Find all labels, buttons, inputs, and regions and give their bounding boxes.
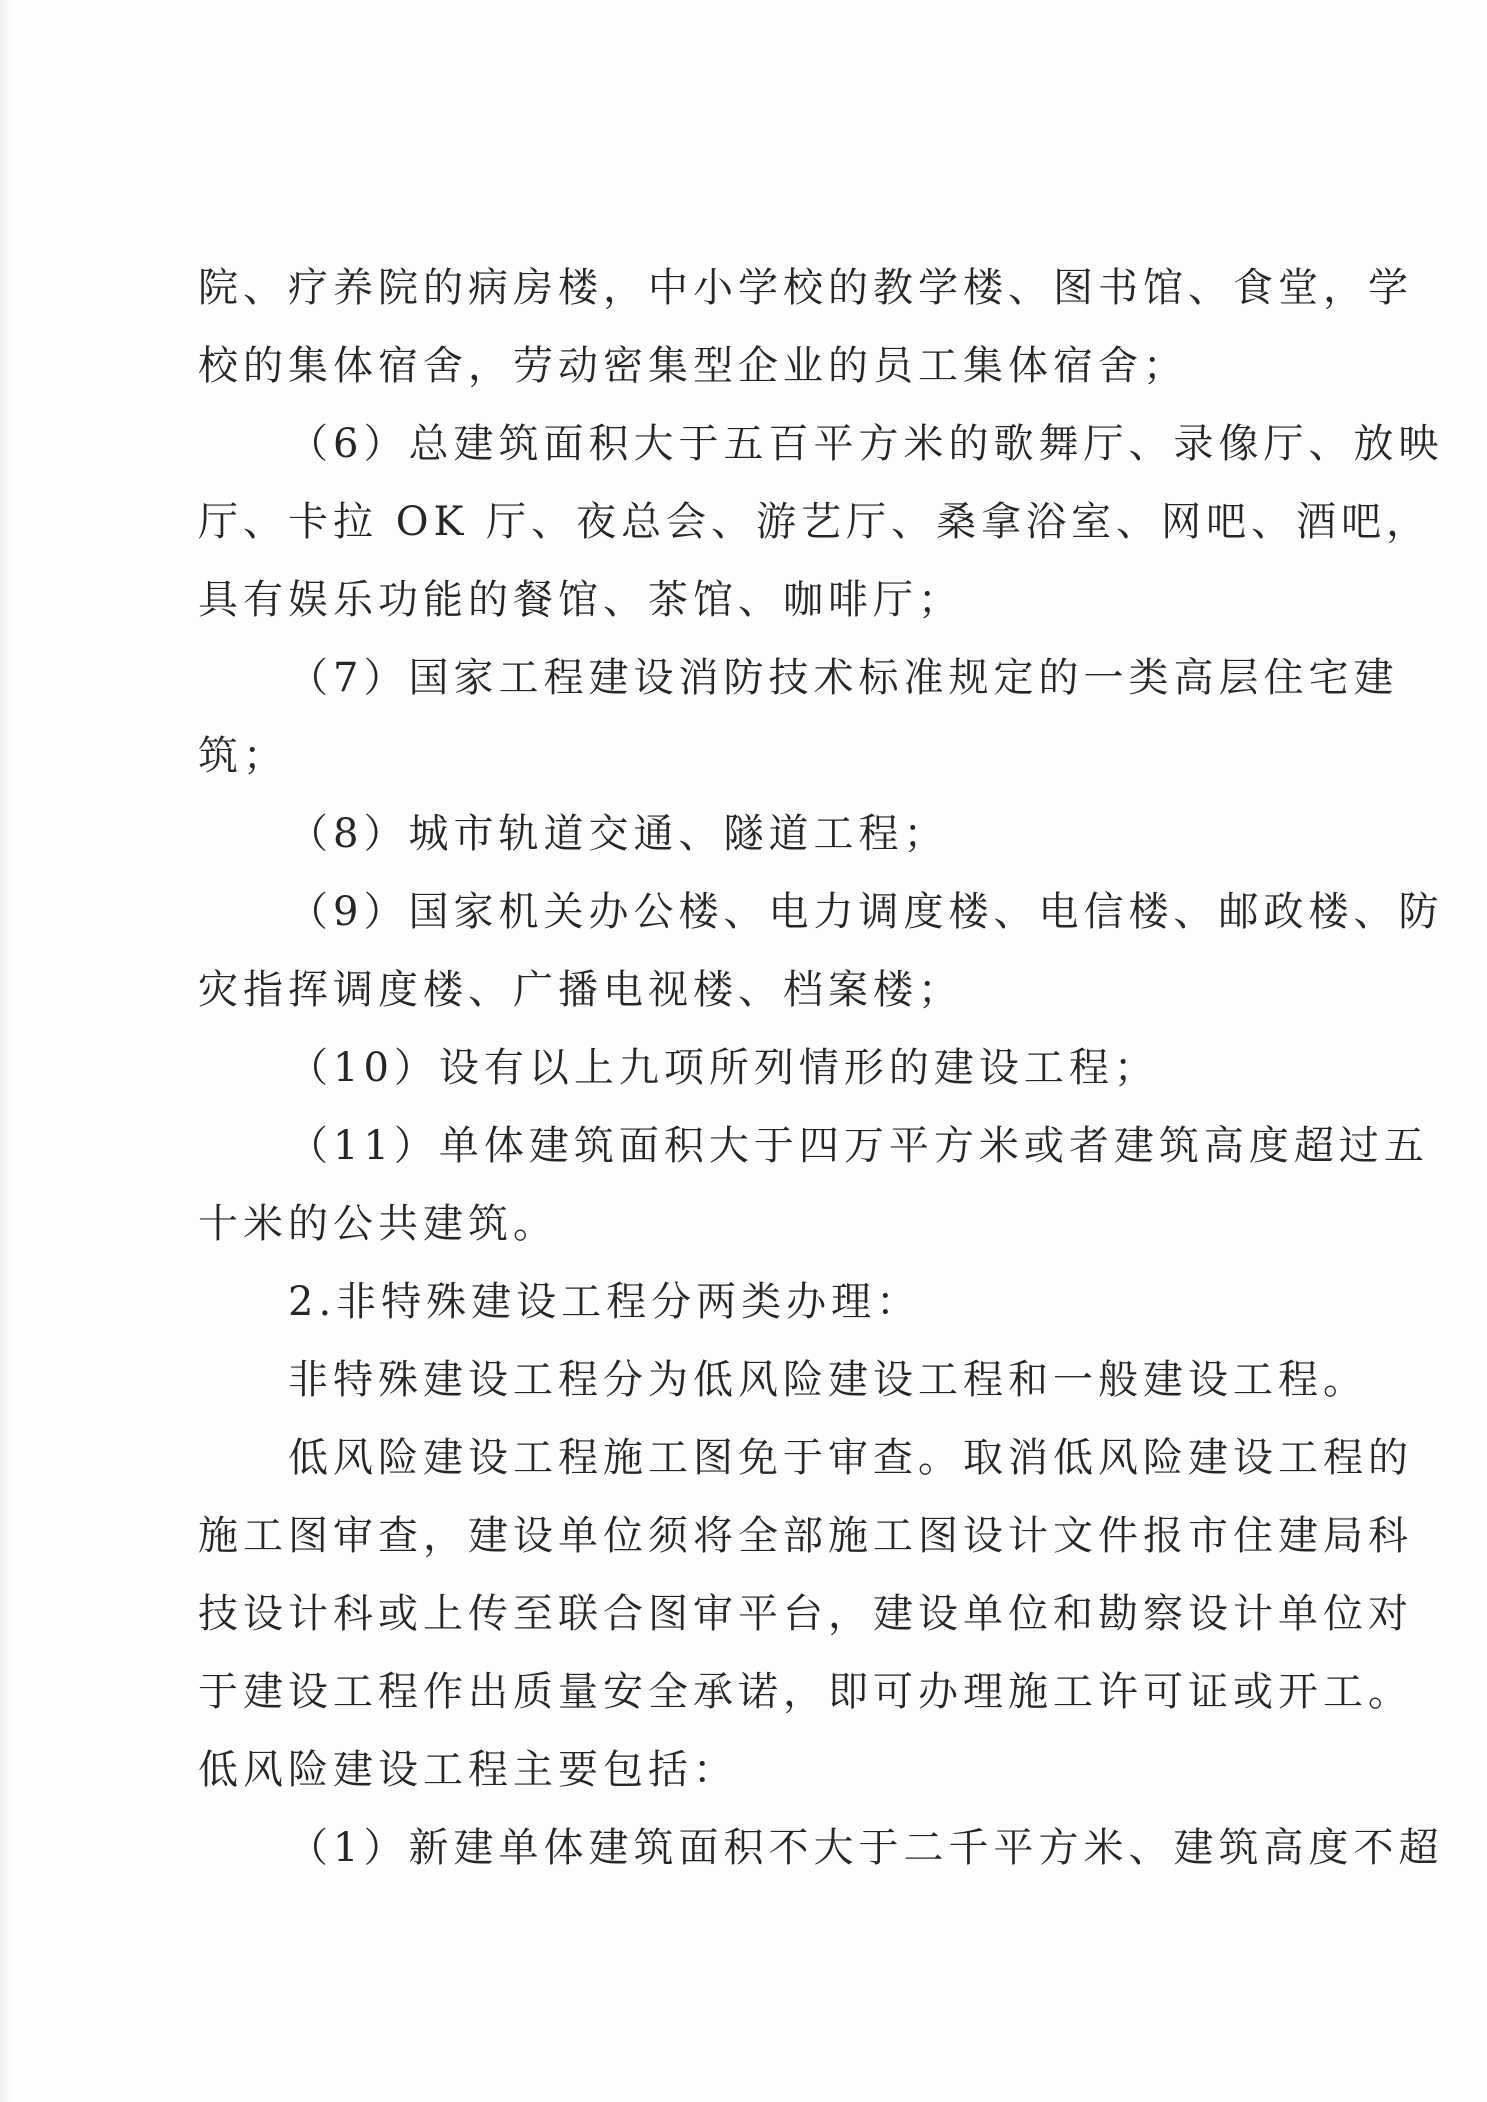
text-line: 技设计科或上传至联合图审平台，建设单位和勘察设计单位对 [198, 1591, 1413, 1637]
text-line: （10）设有以上九项所列情形的建设工程； [288, 1045, 1159, 1091]
text-line: （8）城市轨道交通、隧道工程； [288, 811, 949, 857]
text-line: 校的集体宿舍，劳动密集型企业的员工集体宿舍； [198, 343, 1188, 389]
text-line: （9）国家机关办公楼、电力调度楼、电信楼、邮政楼、防 [288, 889, 1444, 935]
text-line: 厅、卡拉 OK 厅、夜总会、游艺厅、桑拿浴室、网吧、酒吧， [198, 499, 1432, 545]
text-line: 2.非特殊建设工程分两类办理： [288, 1279, 922, 1325]
text-line: 低风险建设工程主要包括： [198, 1747, 738, 1793]
text-line: （7）国家工程建设消防技术标准规定的一类高层住宅建 [288, 655, 1399, 701]
text-line: 十米的公共建筑。 [198, 1201, 558, 1247]
scan-edge [0, 0, 12, 2102]
body-text [198, 262, 1444, 1900]
text-line: 院、疗养院的病房楼，中小学校的教学楼、图书馆、食堂，学 [198, 265, 1413, 311]
text-line: 具有娱乐功能的餐馆、茶馆、咖啡厅； [198, 577, 963, 623]
text-line: 于建设工程作出质量安全承诺，即可办理施工许可证或开工。 [198, 1669, 1413, 1715]
text-line: 非特殊建设工程分为低风险建设工程和一般建设工程。 [288, 1357, 1368, 1403]
text-line: （1）新建单体建筑面积不大于二千平方米、建筑高度不超 [288, 1825, 1444, 1871]
text-line: 低风险建设工程施工图免于审查。取消低风险建设工程的 [288, 1435, 1413, 1481]
text-line: （6）总建筑面积大于五百平方米的歌舞厅、录像厅、放映 [288, 421, 1444, 467]
text-line: （11）单体建筑面积大于四万平方米或者建筑高度超过五 [288, 1123, 1429, 1169]
text-line: 筑； [198, 733, 288, 779]
text-line: 施工图审查，建设单位须将全部施工图设计文件报市住建局科 [198, 1513, 1413, 1559]
text-line: 灾指挥调度楼、广播电视楼、档案楼； [198, 967, 963, 1013]
